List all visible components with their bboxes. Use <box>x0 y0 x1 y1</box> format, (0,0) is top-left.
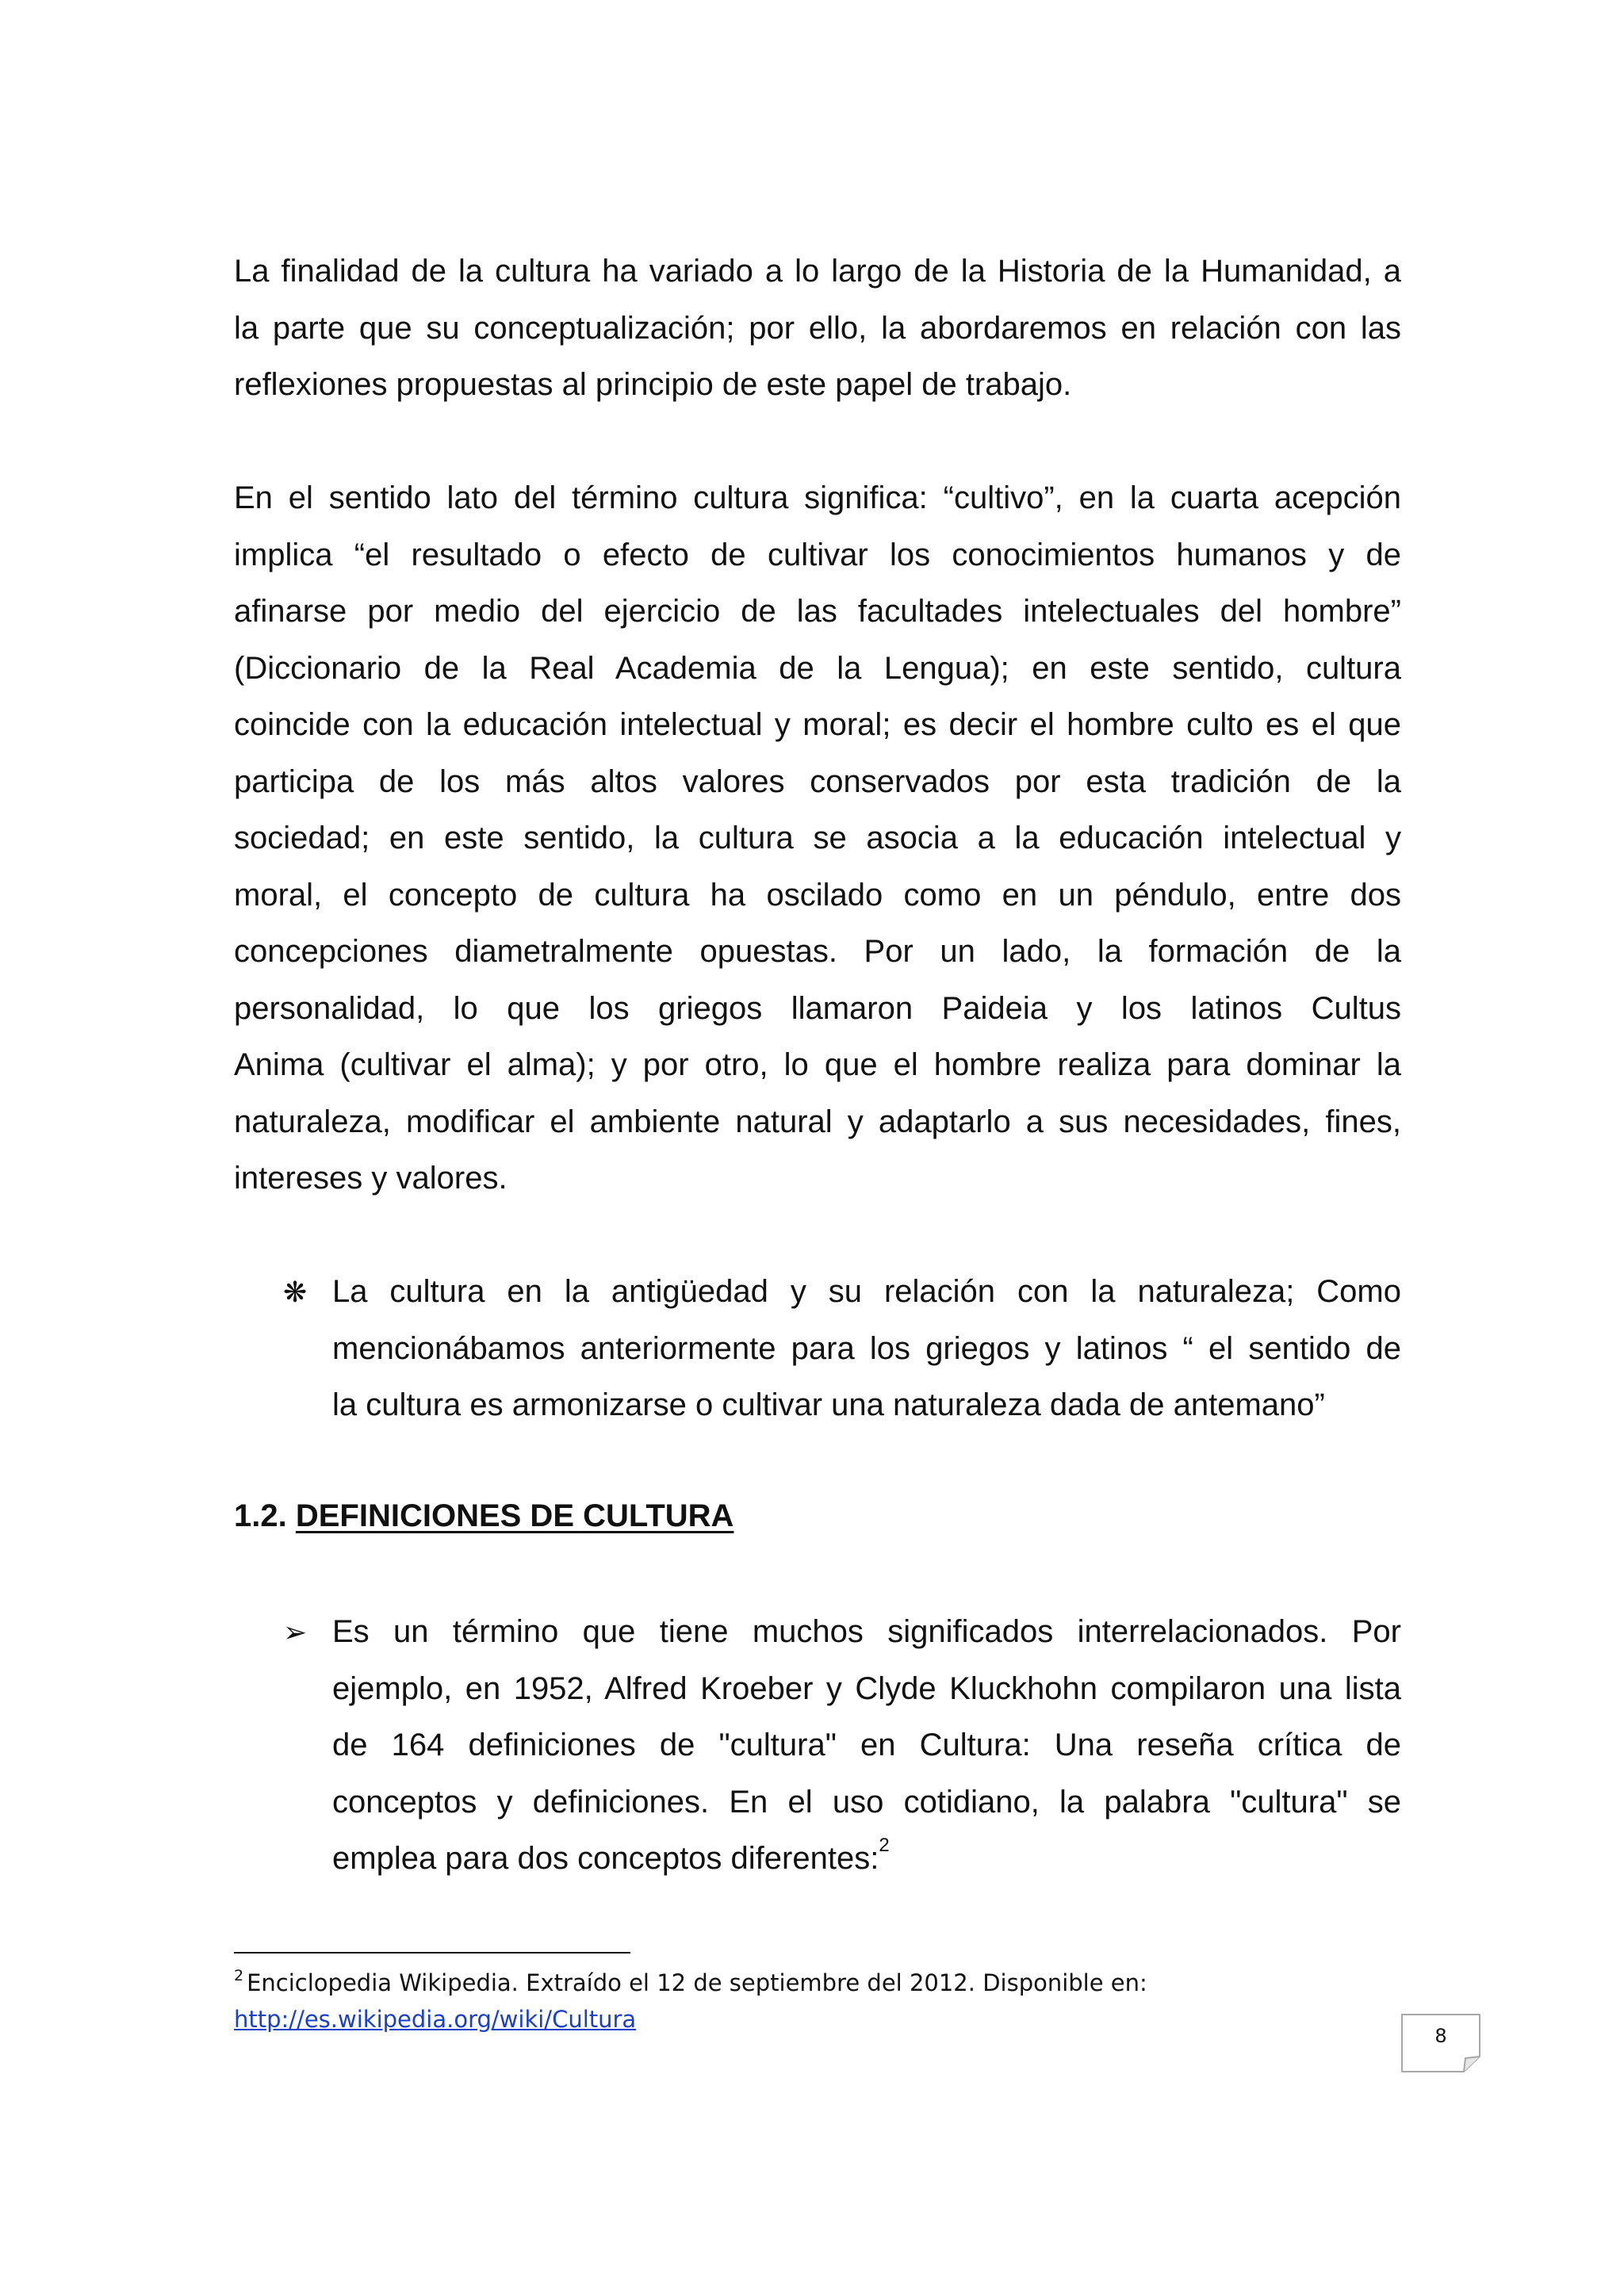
section-number: 1.2. <box>234 1498 287 1533</box>
paragraph-line: moral, el concepto de cultura ha oscilado como en un péndulo, entre dos <box>234 877 1401 913</box>
paragraph-line: En el sentido lato del término cultura significa: “cultivo”, en la cuarta acepción <box>234 480 1401 515</box>
bullet-line: mencionábamos anteriormente para los griegos y latinos “ el sentido de <box>332 1330 1401 1366</box>
arrowhead-icon: ➢ <box>283 1616 308 1648</box>
footnote-line <box>234 1965 1265 2001</box>
paragraph-line: implica “el resultado o efecto de cultivar los conocimientos humanos y de <box>234 537 1401 572</box>
footnote-link-line <box>234 2001 1265 2038</box>
page-number: 8 <box>1434 2025 1447 2047</box>
bullet-line: la cultura es armonizarse o cultivar una naturaleza dada de antemano” <box>332 1387 1325 1422</box>
bullet-line: de 164 definiciones de "cultura" en Cultura: Una reseña crítica de <box>332 1728 1401 1762</box>
bullet-line: Es un término que tiene muchos significados interrelacionados. Por <box>332 1614 1401 1649</box>
paragraph-line: coincide con la educación intelectual y moral; es decir el hombre culto es el que <box>234 707 1401 742</box>
paragraph-line: (Diccionario de la Real Academia de la Lengua); en este sentido, cultura <box>234 650 1401 686</box>
page-number-box <box>1401 2014 1480 2072</box>
paragraph-line: intereses y valores. <box>234 1161 508 1196</box>
bullet-line: ejemplo, en 1952, Alfred Kroeber y Clyde Kluckhohn compilaron una lista <box>332 1670 1401 1706</box>
paragraph-line: sociedad; en este sentido, la cultura se asocia a la educación intelectual y <box>234 821 1401 855</box>
section-title: DEFINICIONES DE CULTURA <box>295 1498 734 1533</box>
footnote-divider <box>234 1952 630 1954</box>
footnote-reference[interactable]: 2 <box>879 1835 890 1856</box>
paragraph-2 <box>234 470 1401 1207</box>
paragraph-line: afinarse por medio del ejercicio de las facultades intelectuales del hombre” <box>234 594 1401 629</box>
asterisk-flower-icon: ❋ <box>283 1276 308 1308</box>
footnote-link[interactable]: http://es.wikipedia.org/wiki/Cultura <box>234 2006 637 2033</box>
bullet-text <box>332 1264 1401 1434</box>
paragraph-line: naturaleza, modificar el ambiente natural y adaptarlo a sus necesidades, fines, <box>234 1104 1401 1139</box>
paragraph-line: Anima (cultivar el alma); y por otro, lo que el hombre realiza para dominar la <box>234 1047 1401 1082</box>
footnote-text: Enciclopedia Wikipedia. Extraído el 12 de septiembre del 2012. Disponible en: <box>247 1969 1147 1996</box>
bullet-text <box>332 1604 1401 1888</box>
paragraph-line: participa de los más altos valores conservados por esta tradición de la <box>234 763 1401 799</box>
bullet-line: La cultura en la antigüedad y su relación con la naturaleza; Como <box>332 1274 1401 1309</box>
paragraph-1 <box>234 243 1401 414</box>
section-heading <box>234 1492 733 1540</box>
paragraph-line: la parte que su conceptualización; por ello, la abordaremos en relación con las <box>234 310 1401 346</box>
paragraph-line: reflexiones propuestas al principio de este papel de trabajo. <box>234 367 1072 402</box>
paragraph-line: La finalidad de la cultura ha variado a lo largo de la Historia de la Humanidad, a <box>234 254 1401 289</box>
bullet-line-text: emplea para dos conceptos diferentes: <box>332 1841 879 1876</box>
footnote-number: 2 <box>234 1967 244 1984</box>
footnote <box>234 1965 1265 2038</box>
bullet-line-last <box>332 1831 1401 1888</box>
bullet-line: conceptos y definiciones. En el uso cotidiano, la palabra "cultura" se <box>332 1784 1401 1820</box>
paragraph-line: personalidad, lo que los griegos llamaron Paideia y los latinos Cultus <box>234 990 1401 1026</box>
paragraph-line: concepciones diametralmente opuestas. Por un lado, la formación de la <box>234 934 1401 969</box>
